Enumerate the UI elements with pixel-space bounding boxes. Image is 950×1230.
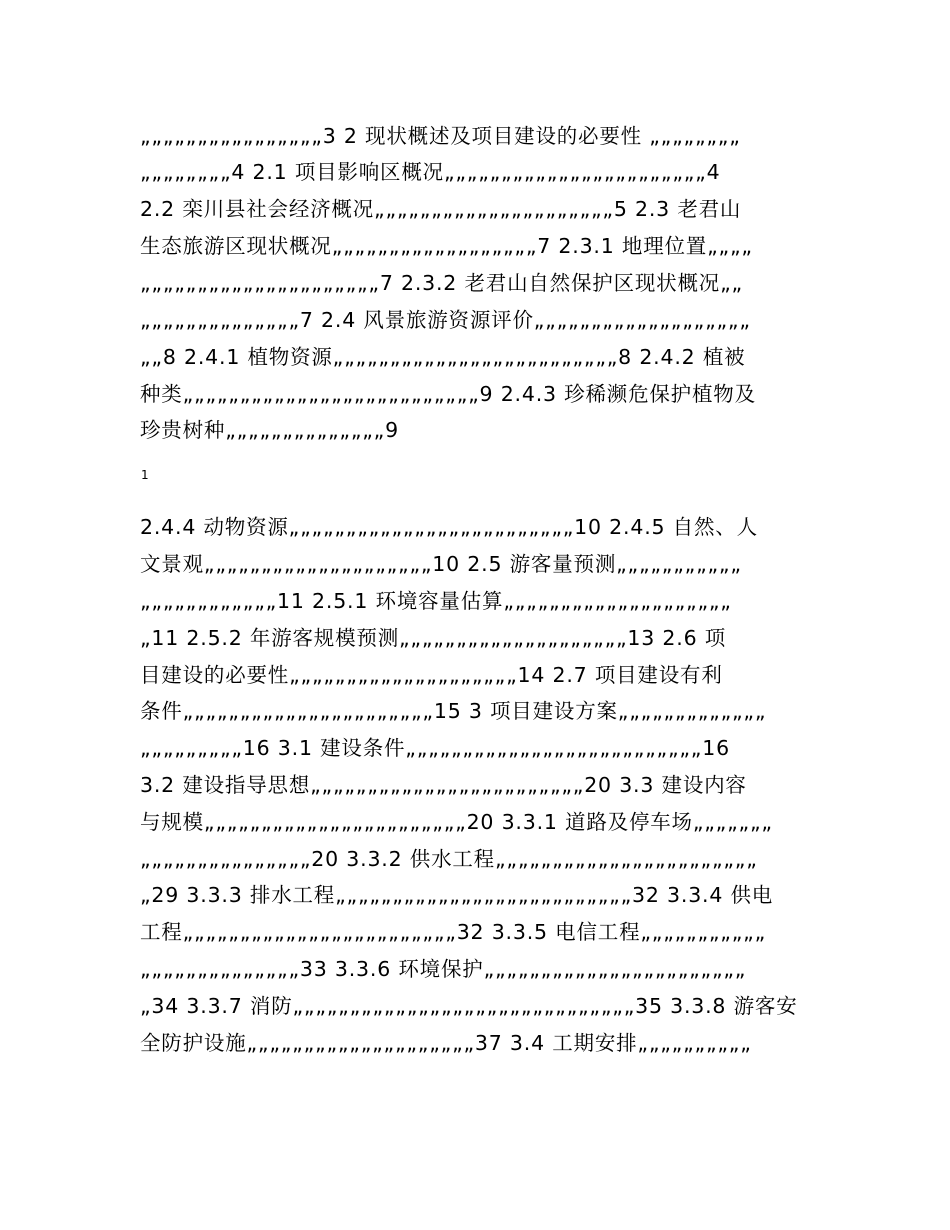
toc-line: „„8 2.4.1 植物资源„„„„„„„„„„„„„„„„„„„„„„„„„8 2.4.2 植被 [140,345,746,369]
toc-line: 2.2 栾川县社会经济概况„„„„„„„„„„„„„„„„„„„„„5 2.3 老君山 [140,197,742,221]
toc-line: 目建设的必要性„„„„„„„„„„„„„„„„„„„„14 2.7 项目建设有利 [140,663,723,687]
toc-line: „29 3.3.3 排水工程„„„„„„„„„„„„„„„„„„„„„„„„„„32 3.3.4 供电 [140,883,774,907]
toc-line: 种类„„„„„„„„„„„„„„„„„„„„„„„„„„9 2.4.3 珍稀濒危保护植物及 [140,382,756,406]
toc-line: „34 3.3.7 消防„„„„„„„„„„„„„„„„„„„„„„„„„„„„„„35 3.3.8 游客安 [140,994,798,1018]
toc-line: 生态旅游区现状概况„„„„„„„„„„„„„„„„„„7 2.3.1 地理位置„„„„ [140,234,753,258]
toc-line: 2.4.4 动物资源„„„„„„„„„„„„„„„„„„„„„„„„„10 2.4.5 自然、人 [140,515,758,539]
toc-line: „11 2.5.2 年游客规模预测„„„„„„„„„„„„„„„„„„„„13 2.6 项 [140,626,727,650]
toc-line: 文景观„„„„„„„„„„„„„„„„„„„„10 2.5 游客量预测„„„„„„„„„„„ [140,552,742,576]
toc-line: „„„„„„„„„„„„„„33 3.3.6 环境保护„„„„„„„„„„„„„„„„„„„„„„„ [140,957,747,981]
toc-line: 全防护设施„„„„„„„„„„„„„„„„„„„„37 3.4 工期安排„„„„„„„„„„ [140,1031,752,1055]
toc-line: „„„„„„„„„16 3.1 建设条件„„„„„„„„„„„„„„„„„„„„„„„„„„16 [140,736,730,760]
toc-line: „„„„„„„„„„„„„„„20 3.3.2 供水工程„„„„„„„„„„„„„„„„„„„„„„„ [140,847,758,871]
toc-line: 与规模„„„„„„„„„„„„„„„„„„„„„„„20 3.3.1 道路及停车场„„„„„„„ [140,810,773,834]
toc-line: „„„„„„„„„„„„„„„„„„„„„7 2.3.2 老君山自然保护区现状概况„„ [140,271,743,295]
toc-line: 珍贵树种„„„„„„„„„„„„„„9 [140,418,399,442]
toc-line: „„„„„„„„„„„„„„7 2.4 风景旅游资源评价„„„„„„„„„„„„„„„„„„„ [140,308,751,332]
toc-line: „„„„„„„„„„„„„„„„3 2 现状概述及项目建设的必要性 „„„„„„„„ [140,124,741,148]
toc-line: 条件„„„„„„„„„„„„„„„„„„„„„„15 3 项目建设方案„„„„„„„„„„„„„ [140,699,767,723]
page-number: 1 [141,468,149,482]
toc-line: „„„„„„„„4 2.1 项目影响区概况„„„„„„„„„„„„„„„„„„„„„„„4 [140,160,721,184]
toc-line: 工程„„„„„„„„„„„„„„„„„„„„„„„„32 3.3.5 电信工程„„„„„„„„„„„ [140,920,766,944]
toc-line: 3.2 建设指导思想„„„„„„„„„„„„„„„„„„„„„„„„20 3.3 建设内容 [140,773,747,797]
toc-line: „„„„„„„„„„„„11 2.5.1 环境容量估算„„„„„„„„„„„„„„„„„„„„ [140,589,732,613]
